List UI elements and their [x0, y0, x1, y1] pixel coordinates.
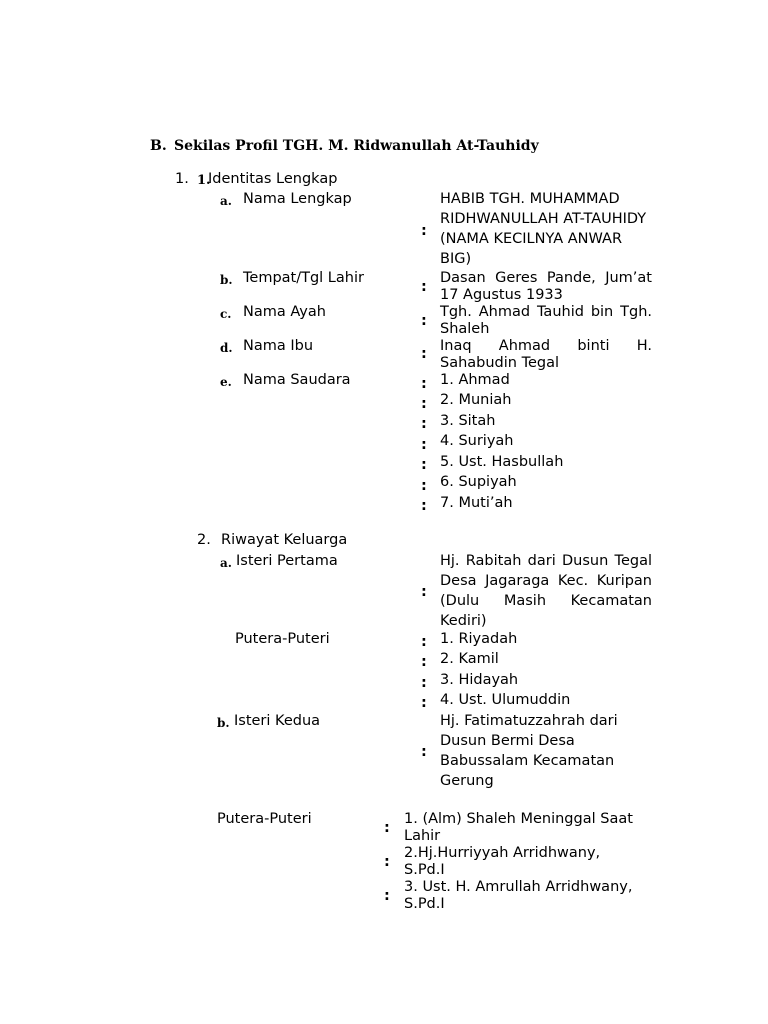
saudara-item: 4. Suriyah: [440, 433, 514, 449]
colon: :: [421, 313, 427, 329]
colon: :: [384, 888, 390, 904]
row-letter: a.: [220, 194, 232, 208]
section-title: Sekilas Profil TGH. M. Ridwanullah At-Tauhidy: [174, 138, 539, 154]
colon: :: [421, 346, 427, 362]
colon: :: [421, 223, 427, 239]
colon: :: [421, 634, 427, 650]
colon: :: [421, 376, 427, 392]
saudara-item: 2. Muniah: [440, 392, 512, 408]
istri1-value: Hj. Rabitah dari Dusun Tegal Desa Jagaraga Kec. Kuripan (Dulu Masih Kecamatan Kediri): [440, 553, 652, 629]
row-label: Nama Ibu: [243, 338, 314, 354]
istri1-label: Isteri Pertama: [236, 553, 338, 569]
putera1-label: Putera-Puteri: [235, 631, 330, 647]
keluarga-number: 2.: [197, 532, 211, 548]
colon: :: [421, 396, 427, 412]
putera2-item: 1. (Alm) Shaleh Meninggal Saat Lahir: [404, 811, 633, 844]
keluarga-heading: Riwayat Keluarga: [221, 532, 348, 548]
putera1-item: 1. Riyadah: [440, 631, 518, 647]
row-value-nama-ibu: Inaq Ahmad binti H. Sahabudin Tegal: [440, 338, 652, 371]
row-value-nama-lengkap: HABIB TGH. MUHAMMAD RIDHWANULLAH AT-TAUHIDY (NAMA KECILNYA ANWAR BIG): [440, 191, 647, 267]
row-value-tempat-lahir: Dasan Geres Pande, Jum’at 17 Agustus 1933: [440, 270, 652, 303]
row-letter: d.: [220, 341, 233, 355]
colon: :: [421, 584, 427, 600]
istri2-label: Isteri Kedua: [234, 713, 321, 729]
row-label: Tempat/Tgl Lahir: [243, 270, 364, 286]
row-label: Nama Ayah: [243, 304, 326, 320]
row-label: Nama Lengkap: [243, 191, 352, 207]
identitas-heading: Identitas Lengkap: [208, 171, 338, 187]
istri1-letter: a.: [220, 556, 232, 570]
putera2-label: Putera-Puteri: [217, 811, 312, 827]
saudara-item: 7. Muti’ah: [440, 495, 513, 511]
colon: :: [421, 478, 427, 494]
colon: :: [421, 279, 427, 295]
colon: :: [421, 675, 427, 691]
putera2-item: 2.Hj.Hurriyyah Arridhwany, S.Pd.I: [404, 845, 601, 878]
identitas-number-bold: 1.: [197, 173, 211, 188]
row-letter: e.: [220, 375, 232, 389]
colon: :: [421, 498, 427, 514]
putera1-item: 2. Kamil: [440, 651, 499, 667]
identitas-number: 1.: [175, 171, 189, 187]
saudara-item: 3. Sitah: [440, 413, 496, 429]
saudara-item: 6. Supiyah: [440, 474, 517, 490]
putera1-item: 4. Ust. Ulumuddin: [440, 692, 571, 708]
colon: :: [421, 744, 427, 760]
row-label: Nama Saudara: [243, 372, 351, 388]
row-value-nama-ayah: Tgh. Ahmad Tauhid bin Tgh. Shaleh: [440, 304, 652, 337]
colon: :: [421, 654, 427, 670]
putera2-item: 3. Ust. H. Amrullah Arridhwany, S.Pd.I: [404, 879, 633, 912]
colon: :: [421, 416, 427, 432]
colon: :: [384, 820, 390, 836]
istri2-value: Hj. Fatimatuzzahrah dari Dusun Bermi Desa Babussalam Kecamatan Gerung: [440, 713, 618, 789]
colon: :: [421, 437, 427, 453]
colon: :: [421, 457, 427, 473]
colon: :: [421, 695, 427, 711]
row-letter: c.: [220, 307, 232, 321]
istri2-letter: b.: [217, 716, 230, 730]
putera1-item: 3. Hidayah: [440, 672, 519, 688]
saudara-item: 5. Ust. Hasbullah: [440, 454, 564, 470]
colon: :: [384, 854, 390, 870]
row-letter: b.: [220, 273, 233, 287]
saudara-item: 1. Ahmad: [440, 372, 510, 388]
section-letter: B.: [150, 138, 167, 154]
